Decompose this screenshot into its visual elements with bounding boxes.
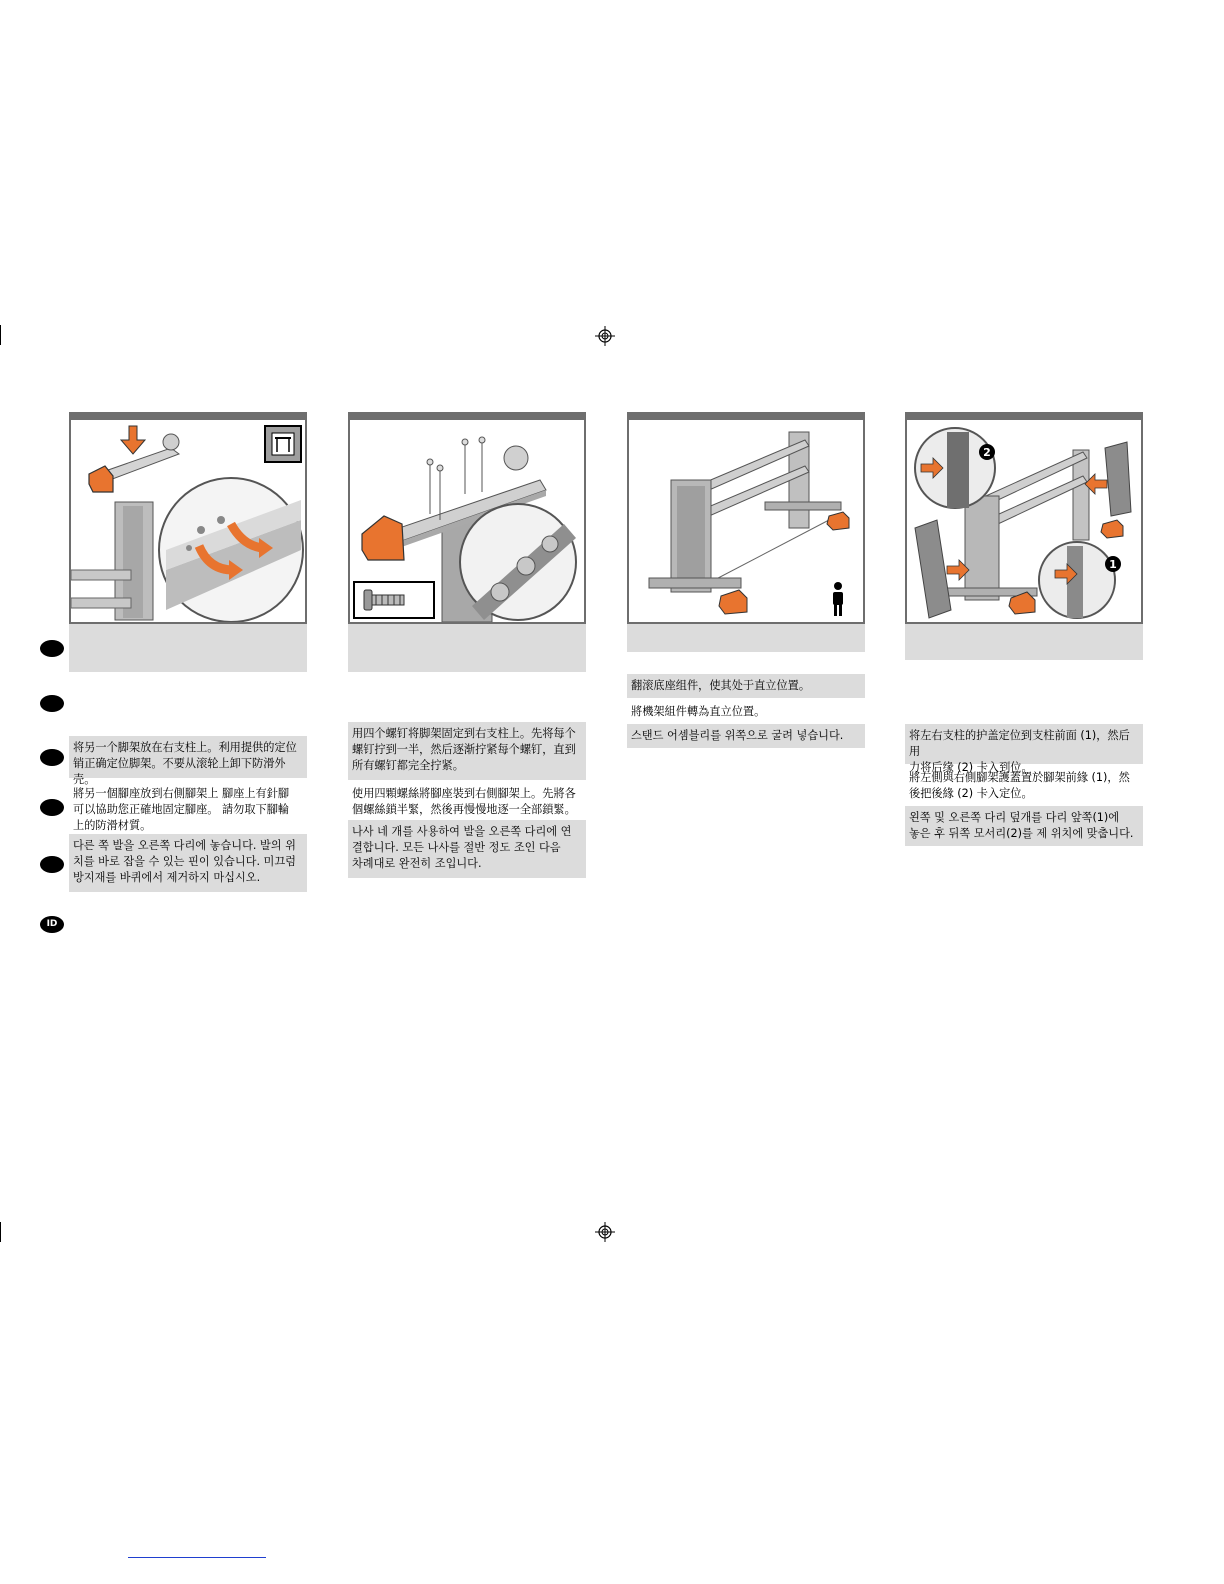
language-marker-1 xyxy=(40,640,64,657)
callout-2-label: 2 xyxy=(983,446,991,459)
registration-mark-icon xyxy=(595,1222,615,1242)
step4-text-zh-cn: 将左右支柱的护盖定位到支柱前面 (1)，然后用 力将后缘 (2) 卡入到位。 xyxy=(905,724,1143,764)
step1-illustration xyxy=(71,420,305,622)
step1-text-zh-tw: 將另一個腳座放到右側腳架上 腳座上有針腳 可以協助您正確地固定腳座。 請勿取下腳輪 上的防滑材質。 xyxy=(73,787,290,832)
crop-mark-bottom-left xyxy=(0,1222,1,1242)
step4-illustration xyxy=(907,420,1141,622)
step3-text-zh-cn: 翻滚底座组件，使其处于直立位置。 xyxy=(627,674,865,698)
step3-text-ko: 스탠드 어셈블리를 위쪽으로 굴려 넣습니다. xyxy=(627,724,865,748)
step1-text-zh-cn: 将另一个脚架放在右支柱上。利用提供的定位 销正确定位脚架。不要从滚轮上卸下防滑外壳。 xyxy=(69,736,307,778)
language-marker-2 xyxy=(40,695,64,712)
step2-text-ko: 나사 네 개를 사용하여 발을 오른쪽 다리에 연 결합니다. 모든 나사를 절반 정도 조인 다음 차례대로 완전히 조입니다. xyxy=(348,820,586,878)
registration-mark-icon xyxy=(595,326,615,346)
step3-illustration xyxy=(629,420,863,622)
step2-text-zh-tw: 使用四顆螺絲將腳座裝到右側腳架上。先將各 個螺絲鎖半緊，然後再慢慢地逐一全部鎖緊。 xyxy=(352,787,576,816)
step4-illustration-frame xyxy=(905,412,1143,624)
step4-text-zh-tw: 將左側與右側腳架護蓋置於腳架前緣 (1)，然 後把後緣 (2) 卡入定位。 xyxy=(909,771,1130,800)
step2-illustration xyxy=(350,420,584,622)
language-marker-6: ID xyxy=(40,916,64,933)
step3-text-zh-tw: 將機架組件轉為直立位置。 xyxy=(631,705,766,718)
language-marker-3 xyxy=(40,749,64,766)
footer-link-underline xyxy=(128,1557,266,1558)
crop-mark-top-left xyxy=(0,325,1,345)
step1-caption-bar xyxy=(69,624,307,672)
step1-text-ko: 다른 쪽 발을 오른쪽 다리에 놓습니다. 발의 위 치를 바로 잡을 수 있는 핀이 있습니다. 미끄럼 방지재를 바퀴에서 제거하지 마십시오. xyxy=(69,834,307,892)
step2-text-zh-cn: 用四个螺钉将脚架固定到右支柱上。先将每个 螺钉拧到一半，然后逐渐拧紧每个螺钉，直到 所有螺钉都完全拧紧。 xyxy=(348,722,586,780)
step4-caption-bar xyxy=(905,624,1143,660)
step1-illustration-frame xyxy=(69,412,307,624)
language-marker-4 xyxy=(40,799,64,816)
step2-caption-bar xyxy=(348,624,586,672)
step2-illustration-frame xyxy=(348,412,586,624)
step3-caption-bar xyxy=(627,624,865,652)
callout-1-label: 1 xyxy=(1109,558,1117,571)
step3-illustration-frame xyxy=(627,412,865,624)
step4-text-ko: 왼쪽 및 오른쪽 다리 덮개를 다리 앞쪽(1)에 놓은 후 뒤쪽 모서리(2)를 제 위치에 맞춥니다. xyxy=(905,806,1143,846)
language-marker-5 xyxy=(40,856,64,873)
